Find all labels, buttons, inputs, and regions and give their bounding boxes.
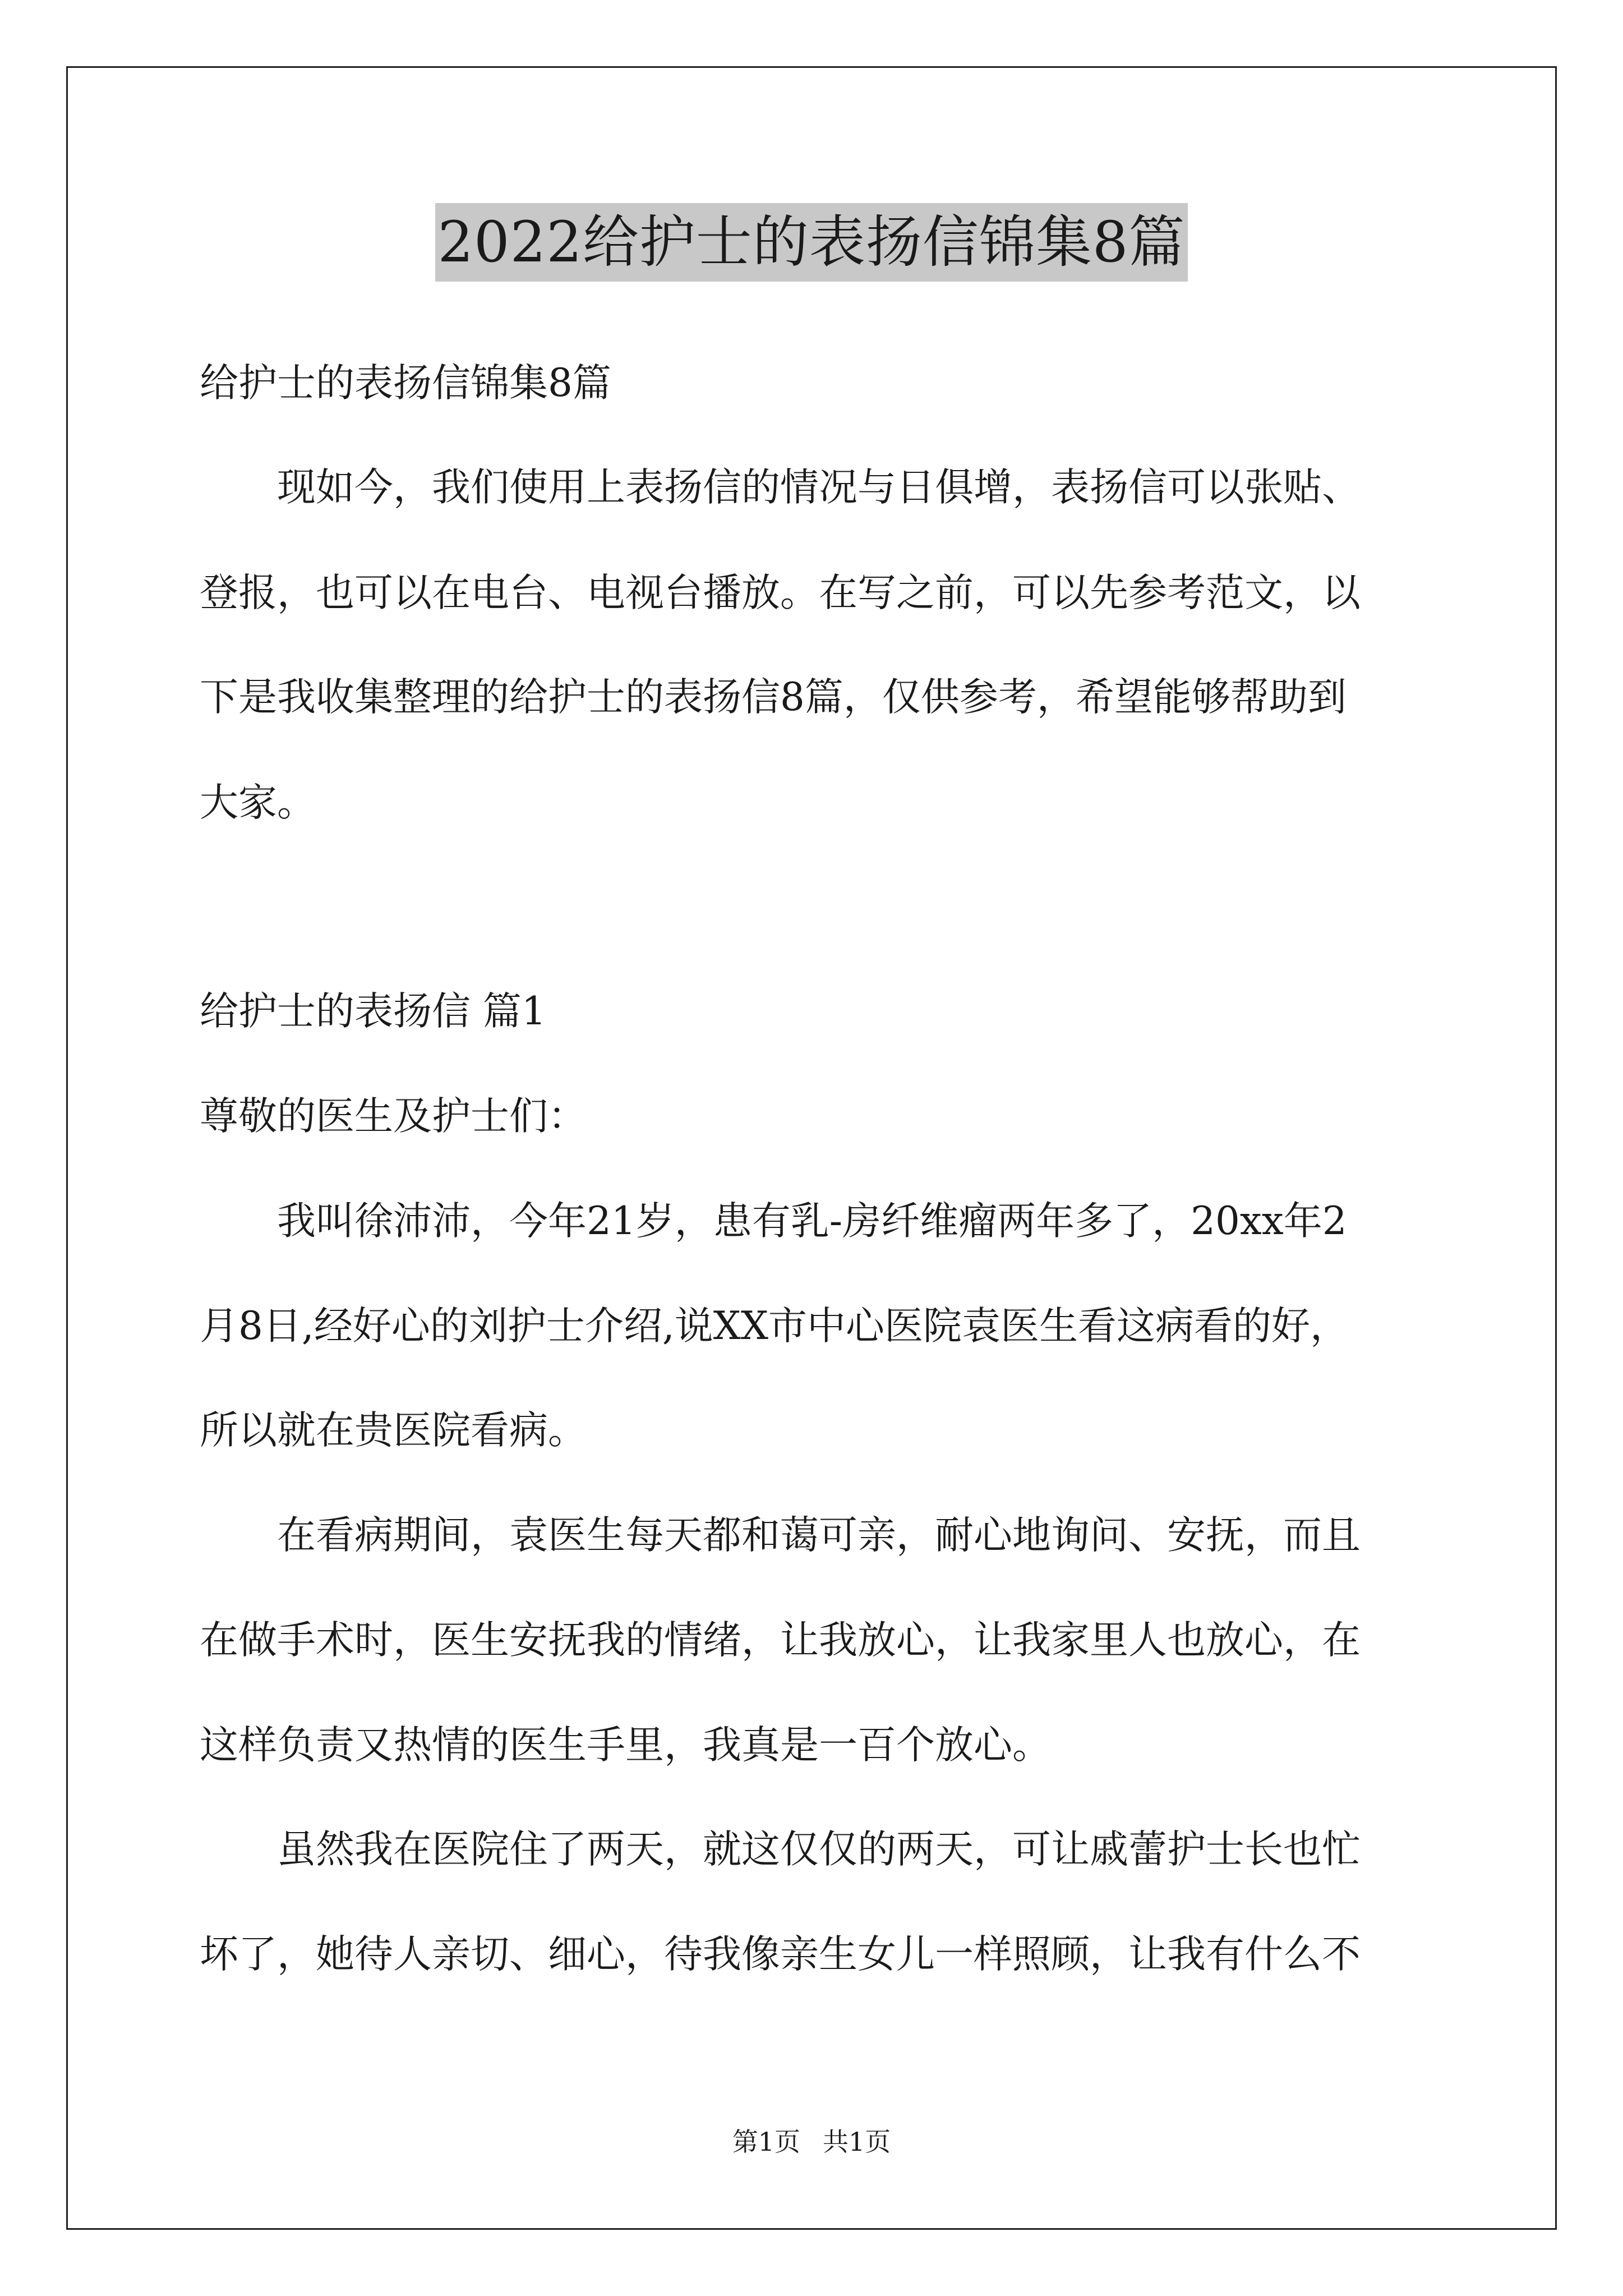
body-line: 在做手术时，医生安抚我的情绪，让我放心，让我家里人也放心，在 (200, 1618, 1361, 1663)
body-line: 现如今，我们使用上表扬信的情况与日俱增，表扬信可以张贴、 (200, 465, 1361, 510)
subtitle-line: 给护士的表扬信锦集8篇 (200, 361, 611, 406)
page-number: 第1页 (732, 2127, 800, 2157)
document-title: 2022给护士的表扬信锦集8篇 (435, 203, 1187, 282)
body-line: 这样负责又热情的医生手里，我真是一百个放心。 (200, 1723, 1051, 1768)
body-line: 虽然我在医院住了两天，就这仅仅的两天，可让戚蕾护士长也忙 (200, 1827, 1361, 1872)
body-line: 大家。 (200, 780, 316, 825)
salutation-line: 尊敬的医生及护士们： (200, 1094, 587, 1139)
page-footer (0, 2125, 1623, 2159)
body-line: 月8日,经好心的刘护士介绍,说XX市中心医院袁医生看这病看的好， (200, 1304, 1349, 1349)
title-container (0, 203, 1623, 282)
body-line: 坏了，她待人亲切、细心，待我像亲生女儿一样照顾，让我有什么不 (200, 1932, 1361, 1977)
body-line: 下是我收集整理的给护士的表扬信8篇，仅供参考，希望能够帮助到 (200, 675, 1347, 720)
page-total: 共1页 (823, 2127, 891, 2157)
body-line: 所以就在贵医院看病。 (200, 1408, 587, 1453)
section-heading: 给护士的表扬信 篇1 (200, 989, 546, 1034)
body-line: 在看病期间，袁医生每天都和蔼可亲，耐心地询问、安抚，而且 (200, 1513, 1361, 1558)
body-line: 登报，也可以在电台、电视台播放。在写之前，可以先参考范文，以 (200, 570, 1361, 615)
body-line: 我叫徐沛沛，今年21岁，患有乳-房纤维瘤两年多了，20xx年2 (200, 1199, 1347, 1244)
